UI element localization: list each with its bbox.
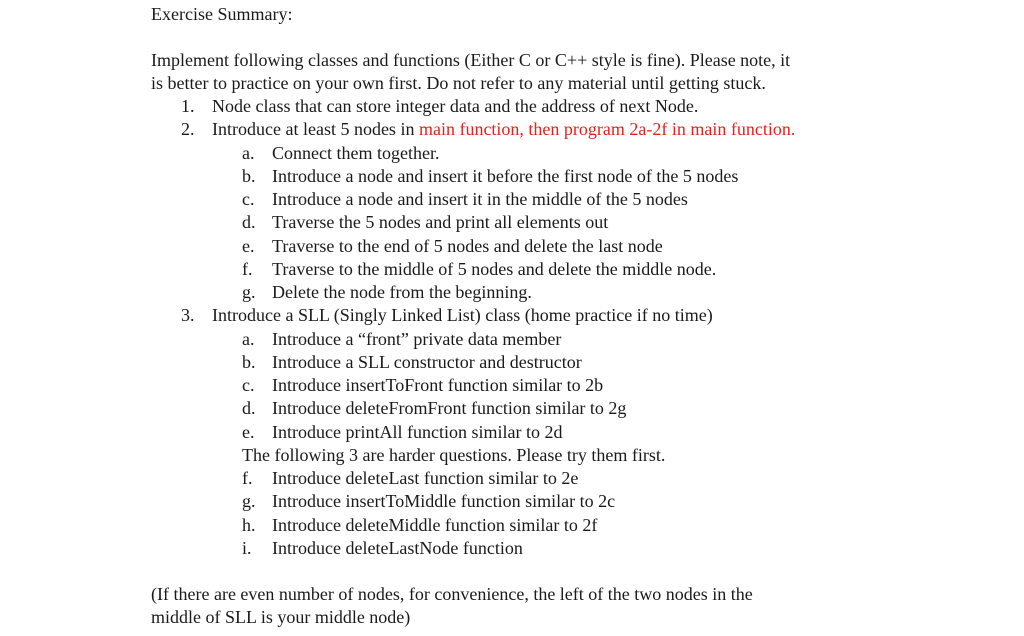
sublist-item-text: Introduce insertToMiddle function similar to 2c <box>272 491 616 511</box>
sublist-item-text: Delete the node from the beginning. <box>272 282 532 302</box>
sublist-item-text: Introduce deleteFromFront function similar to 2g <box>272 398 627 418</box>
sublist-item-text: Introduce deleteMiddle function similar to 2f <box>272 515 598 535</box>
footer-note-line: (If there are even number of nodes, for convenience, the left of the two nodes in the <box>151 584 753 604</box>
sublist-letter: f. <box>242 259 253 279</box>
list-number: 3. <box>181 305 195 325</box>
harder-questions-note: The following 3 are harder questions. Please try them first. <box>242 445 666 465</box>
list-number: 1. <box>181 96 195 116</box>
sublist-letter: d. <box>242 212 256 232</box>
sublist-item-text: Introduce deleteLastNode function <box>272 538 523 558</box>
sublist-letter: i. <box>242 538 252 558</box>
item-text-end: . <box>790 119 796 139</box>
sublist-item-text: Introduce deleteLast function similar to 2e <box>272 468 579 488</box>
footer-note-line: middle of SLL is your middle node) <box>151 607 411 627</box>
intro-line: Implement following classes and functions (Either C or C++ style is fine). Please note, it <box>151 50 791 70</box>
sublist-letter: h. <box>242 515 256 535</box>
item-text-highlight: main function, then program 2a-2f in main function <box>418 119 791 139</box>
list-item-text <box>212 118 795 141</box>
list-item-text: Introduce a SLL (Singly Linked List) class (home practice if no time) <box>212 305 713 325</box>
sublist-item-text: Traverse to the end of 5 nodes and delete the last node <box>272 236 663 256</box>
sublist-item-text: Connect them together. <box>272 143 440 163</box>
sublist-item-text: Introduce a node and insert it before the first node of the 5 nodes <box>272 166 739 186</box>
sublist-letter: e. <box>242 422 255 442</box>
sublist-letter: c. <box>242 375 255 395</box>
sublist-letter: a. <box>242 143 255 163</box>
list-item-text: Node class that can store integer data and the address of next Node. <box>212 96 699 116</box>
sublist-item-text: Introduce a “front” private data member <box>272 329 562 349</box>
sublist-letter: g. <box>242 282 256 302</box>
sublist-item-text: Introduce a node and insert it in the middle of the 5 nodes <box>272 189 688 209</box>
sublist-letter: e. <box>242 236 255 256</box>
intro-line: is better to practice on your own first. Do not refer to any material until getting stuck. <box>151 73 766 93</box>
page-title: Exercise Summary: <box>151 4 293 24</box>
sublist-item-text: Introduce insertToFront function similar to 2b <box>272 375 604 395</box>
list-number: 2. <box>181 119 195 139</box>
sublist-item-text: Introduce printAll function similar to 2d <box>272 422 563 442</box>
sublist-item-text: Traverse to the middle of 5 nodes and delete the middle node. <box>272 259 717 279</box>
sublist-letter: g. <box>242 491 256 511</box>
sublist-item-text: Traverse the 5 nodes and print all elements out <box>272 212 609 232</box>
sublist-item-text: Introduce a SLL constructor and destructor <box>272 352 582 372</box>
item-text-plain: Introduce at least 5 nodes in <box>212 119 419 139</box>
sublist-letter: f. <box>242 468 253 488</box>
sublist-letter: c. <box>242 189 255 209</box>
sublist-letter: b. <box>242 166 256 186</box>
sublist-letter: b. <box>242 352 256 372</box>
sublist-letter: d. <box>242 398 256 418</box>
sublist-letter: a. <box>242 329 255 349</box>
